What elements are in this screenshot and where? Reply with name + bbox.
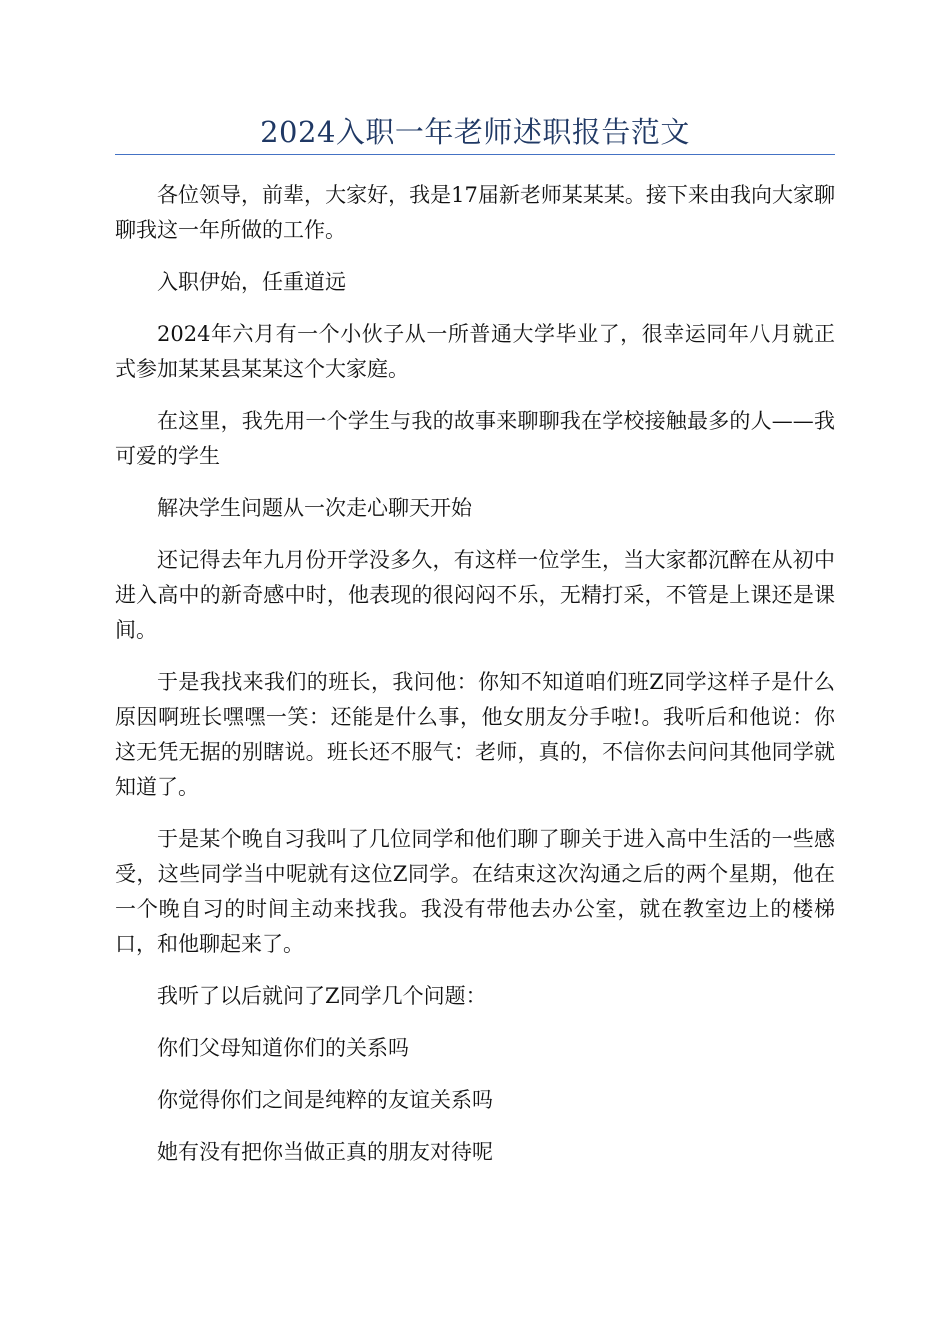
paragraph-greeting: 各位领导，前辈，大家好，我是17届新老师某某某。接下来由我向大家聊聊我这一年所做的工作。 — [115, 183, 835, 242]
title-underline — [115, 154, 835, 155]
paragraph-question-1: 你们父母知道你们的关系吗 — [157, 1036, 409, 1060]
document-body — [115, 178, 835, 1187]
paragraph-question-2: 你觉得你们之间是纯粹的友谊关系吗 — [157, 1088, 493, 1112]
paragraph-graduation: 2024年六月有一个小伙子从一所普通大学毕业了，很幸运同年八月就正式参加某某县某某这个大家庭。 — [115, 322, 835, 381]
paragraph-heading-start: 入职伊始，任重道远 — [157, 270, 346, 294]
paragraph-question-3: 她有没有把你当做正真的朋友对待呢 — [157, 1140, 493, 1164]
paragraph-evening-talk: 于是某个晚自习我叫了几位同学和他们聊了聊关于进入高中生活的一些感受，这些同学当中呢就有这位Z同学。在结束这次沟通之后的两个星期，他在一个晚自习的时间主动来找我。我没有带他去办公室，就在教室边上的楼梯口，和他聊起来了。 — [115, 827, 835, 956]
paragraph-monitor-talk: 于是我找来我们的班长，我问他：你知不知道咱们班Z同学这样子是什么原因啊班长嘿嘿一笑：还能是什么事，他女朋友分手啦!。我听后和他说：你这无凭无据的别瞎说。班长还不服气：老师，真的，不信你去问问其他同学就知道了。 — [115, 670, 835, 799]
paragraph-story-intro: 在这里，我先用一个学生与我的故事来聊聊我在学校接触最多的人——我可爱的学生 — [115, 409, 835, 468]
paragraph-heading-chat: 解决学生问题从一次走心聊天开始 — [157, 496, 472, 520]
paragraph-questions-intro: 我听了以后就问了Z同学几个问题： — [157, 984, 487, 1008]
paragraph-student-mood: 还记得去年九月份开学没多久，有这样一位学生，当大家都沉醉在从初中进入高中的新奇感中时，他表现的很闷闷不乐，无精打采，不管是上课还是课间。 — [115, 548, 835, 642]
document-title: 2024入职一年老师述职报告范文 — [260, 115, 690, 149]
